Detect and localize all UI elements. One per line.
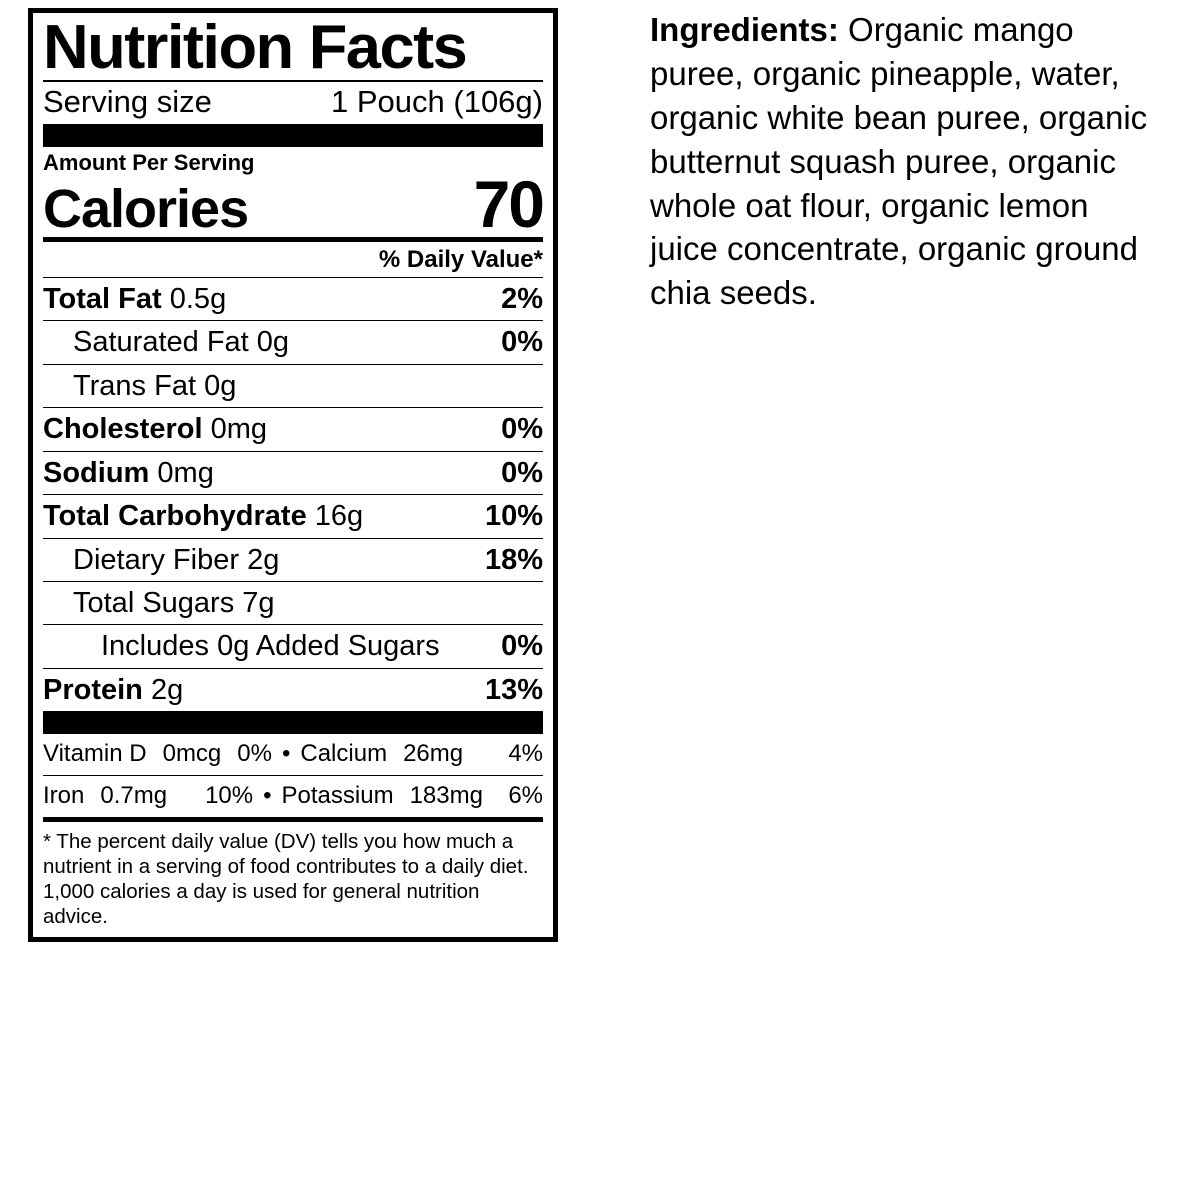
nutrient-amount: 0mg [210, 413, 268, 446]
iron-amount: 0.7mg [100, 782, 168, 810]
nutrient-percent: 0% [501, 413, 543, 446]
nutrient-percent: 13% [484, 673, 543, 706]
ingredients-heading: Ingredients: [650, 11, 839, 48]
nutrient-name: Protein [43, 673, 143, 706]
nutrient-percent: 10% [484, 500, 543, 533]
nutrient-amount: 0g [256, 326, 290, 359]
calories-row [43, 166, 543, 241]
serving-size-row [43, 82, 543, 124]
vitamins-section [43, 734, 543, 817]
divider-thick-top [43, 124, 543, 147]
nutrient-name: Total Fat [43, 282, 162, 315]
serving-size-label: Serving size [43, 83, 212, 119]
nutrient-name: Sodium [43, 456, 150, 489]
daily-value-footnote: * The percent daily value (DV) tells you how much a nutrient in a serving of food contributes to a daily diet. 1,000 calories a day is used for general nutrition advice. [43, 829, 529, 928]
nutrient-name: Dietary Fiber [73, 543, 239, 576]
vitamin-row-2 [43, 776, 543, 817]
nutrient-row-dietary-fiber [43, 539, 543, 581]
bullet-separator-icon: • [281, 740, 291, 768]
vitamin-row-1 [43, 734, 543, 775]
potassium-percent: 6% [508, 782, 543, 810]
nutrient-row-total-carbohydrate [43, 495, 543, 537]
nutrient-percent: 0% [501, 630, 543, 663]
vitamin-d-percent: 0% [237, 740, 272, 768]
nutrient-percent: 0% [501, 326, 543, 359]
nutrient-row-sodium [43, 452, 543, 494]
nutrient-row-total-sugars [43, 582, 543, 624]
potassium-name: Potassium [281, 782, 394, 810]
calories-value: 70 [473, 166, 543, 241]
nutrient-name: Includes 0g Added Sugars [101, 630, 440, 663]
calcium-percent: 4% [508, 740, 543, 768]
nutrient-percent: 18% [484, 543, 543, 576]
nutrient-name: Trans Fat [73, 369, 197, 402]
nutrient-amount: 0mg [157, 456, 214, 489]
nutrient-amount: 2g [150, 673, 184, 706]
nutrient-percent: 2% [501, 282, 543, 315]
vitamin-d-name: Vitamin D [43, 740, 147, 768]
nutrient-name: Total Sugars [73, 586, 235, 619]
nutrient-name: Cholesterol [43, 413, 203, 446]
nutrient-amount: 7g [242, 586, 275, 619]
nutrient-percent: 0% [501, 456, 543, 489]
iron-percent: 10% [205, 782, 254, 810]
potassium-amount: 183mg [409, 782, 483, 810]
iron-name: Iron [43, 782, 85, 810]
calories-label: Calories [43, 179, 249, 240]
nutrient-row-trans-fat [43, 365, 543, 407]
nutrient-amount: 16g [314, 500, 364, 533]
calcium-amount: 26mg [403, 740, 464, 768]
bullet-separator-icon: • [263, 782, 272, 810]
nutrient-row-total-fat [43, 278, 543, 320]
nutrient-row-protein [43, 669, 543, 711]
nutrient-amount: 0g [204, 369, 237, 402]
nutrient-row-saturated-fat [43, 321, 543, 363]
nutrition-facts-panel [28, 8, 558, 942]
divider-thick-bottom [43, 711, 543, 734]
nutrient-row-cholesterol [43, 408, 543, 450]
daily-value-header: % Daily Value* [378, 245, 543, 273]
nutrient-row-added-sugars [43, 625, 543, 667]
nutrient-name: Saturated Fat [73, 326, 249, 359]
nutrition-facts-title: Nutrition Facts [43, 13, 467, 82]
nutrient-name: Total Carbohydrate [43, 500, 307, 533]
ingredients-block [650, 8, 1155, 315]
nutrient-amount: 2g [247, 543, 280, 576]
vitamin-d-amount: 0mcg [162, 740, 222, 768]
amount-per-serving-label: Amount Per Serving [43, 149, 255, 175]
serving-size-value: 1 Pouch (106g) [331, 83, 543, 119]
nutrient-amount: 0.5g [169, 282, 227, 315]
calcium-name: Calcium [300, 740, 388, 768]
ingredients-text: Organic mango puree, organic pineapple, water, organic white bean puree, organic butternut squash puree, organic whole oat flour, organic lemon juice concentrate, organic ground chia seeds. [650, 11, 1148, 312]
